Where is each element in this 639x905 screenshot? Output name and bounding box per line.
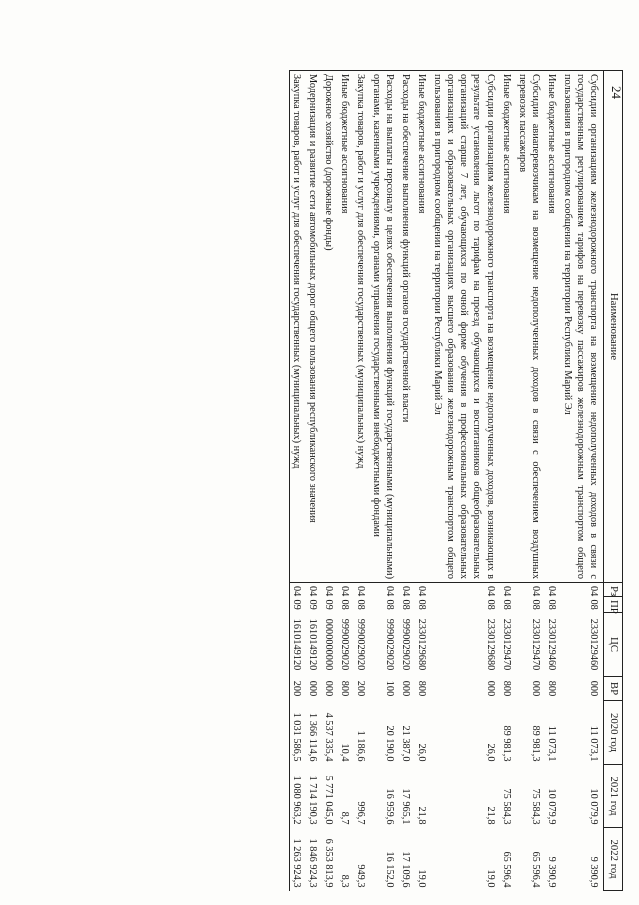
table-row — [338, 71, 354, 891]
row-vr: 000 — [588, 680, 599, 697]
row-2021: 75 584,3 — [500, 788, 512, 825]
row-rz: 04 — [355, 586, 366, 597]
row-cs: 2330129680 — [484, 618, 496, 671]
table-row — [561, 71, 604, 891]
row-vr: 800 — [500, 680, 512, 697]
table-row — [415, 71, 431, 891]
row-2020: 1 186,6 — [355, 730, 366, 762]
row-pr: 09 — [322, 599, 334, 610]
row-2021: 17 965,1 — [400, 788, 412, 825]
row-2021: 996,7 — [355, 801, 366, 825]
row-rz: 04 — [338, 586, 350, 597]
page-number: 24 — [609, 86, 624, 99]
header-2021: 2021 год — [604, 765, 623, 828]
row-vr: 000 — [306, 680, 318, 697]
row-2020: 26,0 — [484, 743, 496, 762]
row-2021: 10 079,9 — [588, 788, 599, 825]
row-name: Иные бюджетные ассигнования — [415, 71, 431, 583]
row-2020: 89 981,3 — [529, 725, 541, 762]
row-name: Субсидии организациям железнодорожного транспорта на возмещение недополученных доходов в связи с государственным регулированием тарифов на перевозку пассажиров железнодорожным транспортом общего пользования в пригородном сообщении на территории Республики Марий Эл — [561, 71, 604, 583]
row-cs: 1610149120 — [306, 618, 318, 671]
row-2020: 26,0 — [416, 743, 428, 762]
row-name: Закупка товаров, работ и услуг для обеспечения государственных (муниципальных) нужд — [289, 71, 306, 583]
row-pr: 08 — [400, 599, 412, 610]
row-cs: 2330129460 — [588, 618, 599, 671]
header-2020: 2020 год — [604, 701, 623, 765]
row-2022: 949,3 — [355, 864, 366, 888]
table-row — [431, 71, 499, 891]
row-vr: 800 — [545, 680, 557, 697]
table-row — [500, 71, 516, 891]
row-pr: 08 — [484, 599, 496, 610]
row-name: Иные бюджетные ассигнования — [338, 71, 354, 583]
row-vr: 800 — [338, 680, 350, 697]
row-rz: 04 — [484, 586, 496, 597]
row-pr: 08 — [588, 599, 599, 610]
header-pr: ПР — [604, 597, 623, 613]
row-rz: 04 — [306, 586, 318, 597]
row-2022: 65 596,4 — [529, 851, 541, 888]
row-pr: 08 — [529, 599, 541, 610]
row-cs: 2330129470 — [529, 618, 541, 671]
row-2021: 75 584,3 — [529, 788, 541, 825]
row-pr: 08 — [545, 599, 557, 610]
row-2021: 16 959,6 — [384, 788, 396, 825]
row-2021: 1 714 190,3 — [306, 775, 318, 825]
table-row — [370, 71, 399, 891]
row-2020: 1 031 586,5 — [289, 701, 306, 765]
row-cs: 9990029020 — [400, 618, 412, 671]
row-name: Иные бюджетные ассигнования — [545, 71, 561, 583]
row-rz: 04 — [529, 586, 541, 597]
row-2021: 21,8 — [416, 806, 428, 825]
row-cs: 0000000000 — [322, 618, 334, 671]
row-vr: 000 — [322, 680, 334, 697]
row-2022: 19,0 — [484, 869, 496, 888]
row-rz: 04 — [384, 586, 396, 597]
row-vr: 000 — [529, 680, 541, 697]
row-name: Субсидии организациям железнодорожного транспорта на возмещение недополученных доходов, возникающих в результате установления льгот по тарифам на проезд обучающихся и воспитанников общеобразовательных организаций старше 7 лет, обучающихся по очной форме обучения в профессиональных образовательных организациях и образовательных организациях высшего образования железнодорожным транспортом общего пользования в пригородном сообщении на территории Республики Марий Эл — [431, 71, 499, 583]
row-2022: 17 109,6 — [400, 851, 412, 888]
budget-table — [289, 70, 623, 891]
row-name: Модернизация и развитие сети автомобильных дорог общего пользования республиканского значения — [306, 71, 322, 583]
header-rz: Рз — [604, 583, 623, 597]
rotated-table-wrapper — [68, 70, 623, 890]
row-pr: 08 — [355, 599, 366, 610]
row-2022: 8,3 — [338, 874, 350, 888]
row-cs: 9990029020 — [384, 618, 396, 671]
row-pr: 08 — [500, 599, 512, 610]
row-2020: 21 387,0 — [400, 725, 412, 762]
row-2022: 19,0 — [416, 869, 428, 888]
row-name: Расходы на выплаты персоналу в целях обеспечения выполнения функций государственными (муниципальными) органами, казенными учреждениями, органами управления государственными внебюджетными фондами — [370, 71, 399, 583]
row-name: Закупка товаров, работ и услуг для обеспечения государственных (муниципальных) нужд — [354, 71, 370, 583]
row-rz: 04 — [545, 586, 557, 597]
row-rz: 04 — [500, 586, 512, 597]
row-pr: 08 — [338, 599, 350, 610]
row-2022: 1 263 924,3 — [289, 828, 306, 891]
row-cs: 9990029020 — [338, 618, 350, 671]
table-row — [322, 71, 338, 891]
row-2021: 10 079,9 — [545, 788, 557, 825]
row-cs: 2330129470 — [500, 618, 512, 671]
row-pr: 09 — [306, 599, 318, 610]
row-2022: 9 390,9 — [545, 856, 557, 888]
row-2021: 1 080 963,2 — [289, 765, 306, 828]
table-row — [545, 71, 561, 891]
row-name: Субсидии авиаперевозчикам на возмещение недополученных доходов в связи с обеспечением воздушных перевозок пассажиров — [516, 71, 545, 583]
row-pr: 08 — [416, 599, 428, 610]
row-pr: 08 — [384, 599, 396, 610]
row-vr: 000 — [484, 680, 496, 697]
table-row — [289, 71, 306, 891]
row-cs: 1610149120 — [289, 613, 306, 677]
row-2022: 65 596,4 — [500, 851, 512, 888]
header-vr: ВР — [604, 677, 623, 701]
row-2020: 10,4 — [338, 743, 350, 762]
row-2022: 9 390,9 — [588, 856, 599, 888]
row-rz: 04 — [289, 583, 306, 597]
row-2021: 8,7 — [338, 811, 350, 825]
row-cs: 2330129680 — [416, 618, 428, 671]
header-name: Наименование — [604, 71, 623, 583]
row-name: Дорожное хозяйство (дорожные фонды) — [322, 71, 338, 583]
row-2020: 1 366 114,6 — [306, 712, 318, 762]
row-rz: 04 — [588, 586, 599, 597]
header-2022: 2022 год — [604, 828, 623, 891]
row-2020: 20 190,0 — [384, 725, 396, 762]
row-2022: 6 353 813,9 — [322, 838, 334, 888]
row-rz: 04 — [416, 586, 428, 597]
row-vr: 800 — [416, 680, 428, 697]
row-2021: 5 771 045,0 — [322, 775, 334, 825]
row-name: Иные бюджетные ассигнования — [500, 71, 516, 583]
row-rz: 04 — [400, 586, 412, 597]
table-row — [306, 71, 322, 891]
table-row — [516, 71, 545, 891]
row-vr: 000 — [400, 680, 412, 697]
row-cs: 2330129460 — [545, 618, 557, 671]
row-2020: 89 981,3 — [500, 725, 512, 762]
row-vr: 100 — [384, 680, 396, 697]
header-cs: ЦС — [604, 613, 623, 677]
row-vr: 200 — [355, 680, 366, 697]
row-2021: 21,8 — [484, 806, 496, 825]
table-body — [289, 71, 603, 891]
row-2020: 11 073,1 — [588, 725, 599, 762]
row-cs: 9990029020 — [355, 618, 366, 671]
row-2020: 11 073,1 — [545, 725, 557, 762]
row-2020: 4 537 335,4 — [322, 712, 334, 762]
row-rz: 04 — [322, 586, 334, 597]
row-2022: 1 846 924,3 — [306, 838, 318, 888]
row-name: Расходы на обеспечение выполнения функций органов государственной власти — [399, 71, 415, 583]
row-2022: 16 152,0 — [384, 851, 396, 888]
row-vr: 200 — [289, 677, 306, 701]
table-row — [399, 71, 415, 891]
table-row — [354, 71, 370, 891]
table-header-row — [604, 71, 623, 891]
row-pr: 09 — [289, 597, 306, 613]
